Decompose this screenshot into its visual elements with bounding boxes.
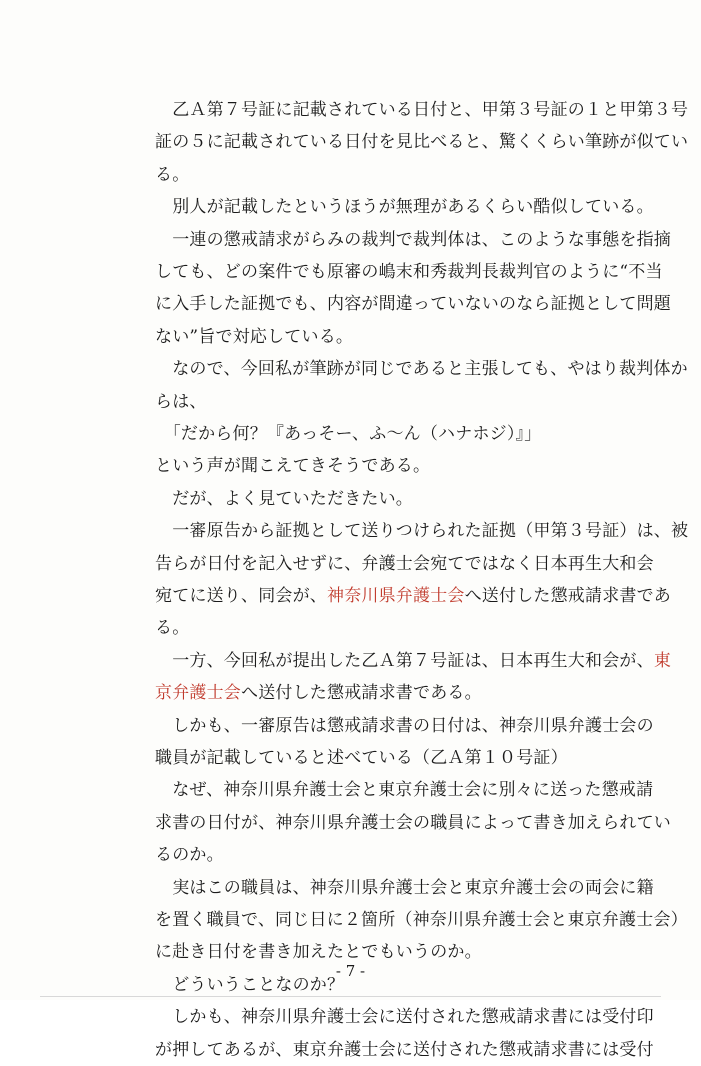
highlighted-text: 東 — [653, 650, 672, 671]
text-segment: だが、よく見ていただきたい。 — [155, 488, 413, 509]
text-segment: を置く職員で、同じ日に２箇所（神奈川県弁護士会と東京弁護士会） — [155, 910, 688, 930]
text-segment: しかも、一審原告は懲戒請求書の日付は、神奈川県弁護士会の — [155, 715, 654, 736]
text-line — [155, 872, 654, 904]
text-line — [155, 450, 430, 482]
text-line — [155, 774, 653, 806]
text-segment: 乙Ａ第７号証に記載されている日付と、甲第３号証の１と甲第３号 — [155, 100, 689, 120]
text-segment: ない”旨で対応している。 — [155, 326, 354, 347]
text-line — [155, 94, 688, 126]
text-segment: らは、 — [155, 391, 207, 412]
text-segment: るのか。 — [155, 845, 224, 866]
text-line — [155, 126, 688, 158]
highlighted-text: 神奈川県弁護士会 — [327, 586, 465, 606]
text-line — [155, 418, 541, 450]
text-segment: 宛てに送り、同会が、 — [155, 586, 327, 606]
text-segment: る。 — [155, 618, 190, 639]
page-number: - 7 - — [335, 962, 366, 980]
text-segment: 別人が記載したというほうが無理があるくらい酷似している。 — [155, 197, 654, 218]
text-segment: が押してあるが、東京弁護士会に送付された懲戒請求書には受付 — [155, 1039, 654, 1060]
text-segment: 職員が記載していると述べている（乙Ａ第１０号証） — [155, 748, 568, 768]
text-segment: へ送付した懲戒請求書である。 — [241, 683, 482, 704]
text-line — [155, 224, 671, 256]
text-line — [155, 1001, 654, 1033]
text-line — [155, 321, 353, 353]
text-line — [155, 483, 413, 515]
text-segment: どういうことなのか？ — [155, 974, 345, 995]
text-segment: る。 — [155, 164, 190, 185]
text-segment: 一連の懲戒請求がらみの裁判で裁判体は、このような事態を指摘 — [155, 229, 671, 250]
text-line — [155, 353, 688, 385]
text-line — [155, 807, 671, 839]
text-segment: 告らが日付を記入せずに、弁護士会宛てではなく日本再生大和会 — [155, 553, 654, 574]
text-line — [155, 288, 671, 320]
highlighted-text: 京弁護士会 — [155, 683, 241, 704]
text-segment: に赴き日付を書き加えたとでもいうのか。 — [155, 942, 482, 963]
text-segment: なので、今回私が筆跡が同じであると主張しても、やはり裁判体か — [155, 359, 688, 380]
text-line — [155, 515, 688, 547]
text-segment: へ送付した懲戒請求書であ — [464, 586, 672, 606]
text-line — [155, 839, 224, 871]
text-line — [155, 548, 654, 580]
text-segment: しかも、神奈川県弁護士会に送付された懲戒請求書には受付印 — [155, 1007, 654, 1028]
text-line — [155, 580, 671, 612]
text-line — [155, 710, 654, 742]
page-edge-rule — [40, 996, 661, 997]
text-segment: しても、どの案件でも原審の嶋末和秀裁判長裁判官のように“不当 — [155, 262, 663, 282]
text-line — [155, 191, 654, 223]
text-segment: という声が聞こえてきそうである。 — [155, 456, 431, 477]
text-line — [155, 742, 568, 774]
text-segment: 「だから何？『あっそー、ふ～ん（ハナホジ）』」 — [155, 424, 542, 444]
text-segment: 証の５に記載されている日付を見比べると、驚くくらい筆跡が似てい — [155, 132, 689, 153]
text-line — [155, 1034, 654, 1066]
text-line — [155, 256, 663, 288]
text-line — [155, 159, 189, 191]
text-line — [155, 904, 688, 936]
text-segment: 一方、今回私が提出した乙Ａ第７号証は、日本再生大和会が、 — [155, 650, 654, 671]
text-line — [155, 612, 189, 644]
text-line — [155, 386, 207, 418]
text-segment: に入手した証拠でも、内容が間違っていないのなら証拠として問題 — [155, 294, 671, 315]
text-segment: 一審原告から証拠として送りつけられた証拠（甲第３号証）は、被 — [155, 521, 689, 542]
text-segment: なぜ、神奈川県弁護士会と東京弁護士会に別々に送った懲戒請 — [155, 780, 654, 801]
text-line — [155, 645, 671, 677]
text-segment: 実はこの職員は、神奈川県弁護士会と東京弁護士会の両会に籍 — [155, 877, 654, 898]
text-line — [155, 677, 482, 709]
text-segment: 求書の日付が、神奈川県弁護士会の職員によって書き加えられてい — [155, 812, 671, 833]
